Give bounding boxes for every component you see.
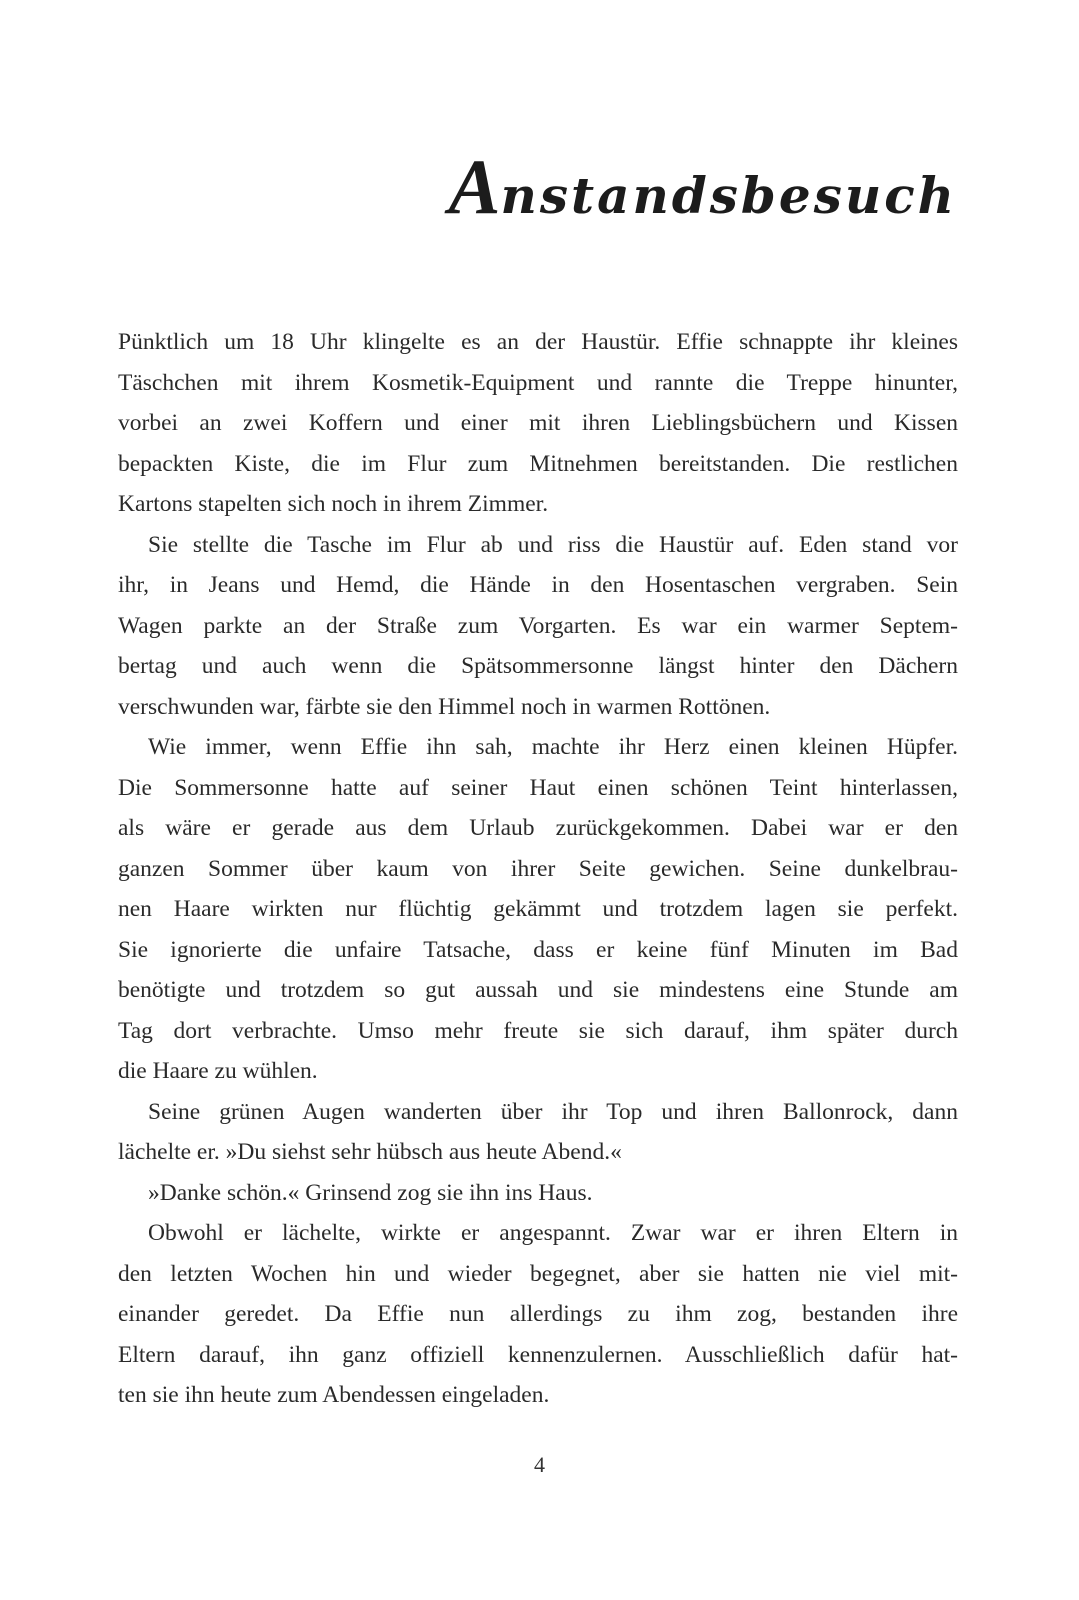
text-line: als wäre er gerade aus dem Urlaub zurückgekommen. Dabei war er den xyxy=(118,815,958,841)
text-line: bepackten Kiste, die im Flur zum Mitnehmen bereitstanden. Die restlichen xyxy=(118,450,958,477)
text-line: Obwohl er lächelte, wirkte er angespannt. Zwar war er ihren Eltern in xyxy=(148,1220,958,1246)
text-line: verschwunden war, färbte sie den Himmel noch in warmen Rottönen. xyxy=(118,693,771,720)
text-line: Seine grünen Augen wanderten über ihr Top und ihren Ballonrock, dann xyxy=(148,1098,958,1125)
text-line: Pünktlich um 18 Uhr klingelte es an der Haustür. Effie schnappte ihr kleines xyxy=(118,329,958,355)
text-line: lächelte er. »Du siehst sehr hübsch aus heute Abend.« xyxy=(118,1139,622,1165)
text-line: Eltern darauf, ihn ganz offiziell kennenzulernen. Ausschließlich dafür hat- xyxy=(118,1341,958,1368)
text-line: Die Sommersonne hatte auf seiner Haut einen schönen Teint hinterlassen, xyxy=(118,774,958,801)
chapter-title-initial: A xyxy=(448,142,501,230)
chapter-title xyxy=(448,142,957,232)
text-line: Wie immer, wenn Effie ihn sah, machte ihr Herz einen kleinen Hüpfer. xyxy=(148,734,958,760)
text-line: ganzen Sommer über kaum von ihrer Seite gewichen. Seine dunkelbrau- xyxy=(118,855,958,882)
body-text xyxy=(118,322,958,1416)
chapter-title-rest: nstandsbesuch xyxy=(500,165,957,225)
text-line: ten sie ihn heute zum Abendessen eingeladen. xyxy=(118,1382,550,1408)
text-line: Tag dort verbrachte. Umso mehr freute sie sich darauf, ihm später durch xyxy=(118,1017,958,1044)
text-line: bertag und auch wenn die Spätsommersonne längst hinter den Dächern xyxy=(118,653,958,679)
page-number: 4 xyxy=(534,1452,545,1477)
text-line: »Danke schön.« Grinsend zog sie ihn ins Haus. xyxy=(148,1179,593,1206)
text-line: die Haare zu wühlen. xyxy=(118,1058,318,1084)
text-line: ihr, in Jeans und Hemd, die Hände in den Hosentaschen vergraben. Sein xyxy=(118,572,958,598)
text-line: Kartons stapelten sich noch in ihrem Zimmer. xyxy=(118,491,549,517)
text-line: Sie stellte die Tasche im Flur ab und riss die Haustür auf. Eden stand vor xyxy=(148,531,958,558)
text-line: Wagen parkte an der Straße zum Vorgarten. Es war ein warmer Septem- xyxy=(118,612,958,639)
text-line: einander geredet. Da Effie nun allerdings zu ihm zog, bestanden ihre xyxy=(118,1301,958,1327)
text-line: nen Haare wirkten nur flüchtig gekämmt und trotzdem lagen sie perfekt. xyxy=(118,896,958,922)
text-line: vorbei an zwei Koffern und einer mit ihren Lieblingsbüchern und Kissen xyxy=(118,410,958,436)
text-line: Täschchen mit ihrem Kosmetik-Equipment und rannte die Treppe hinunter, xyxy=(118,369,958,396)
text-line: benötigte und trotzdem so gut aussah und sie mindestens eine Stunde am xyxy=(118,977,958,1003)
text-line: Sie ignorierte die unfaire Tatsache, dass er keine fünf Minuten im Bad xyxy=(118,936,958,963)
text-line: den letzten Wochen hin und wieder begegnet, aber sie hatten nie viel mit- xyxy=(118,1260,958,1287)
